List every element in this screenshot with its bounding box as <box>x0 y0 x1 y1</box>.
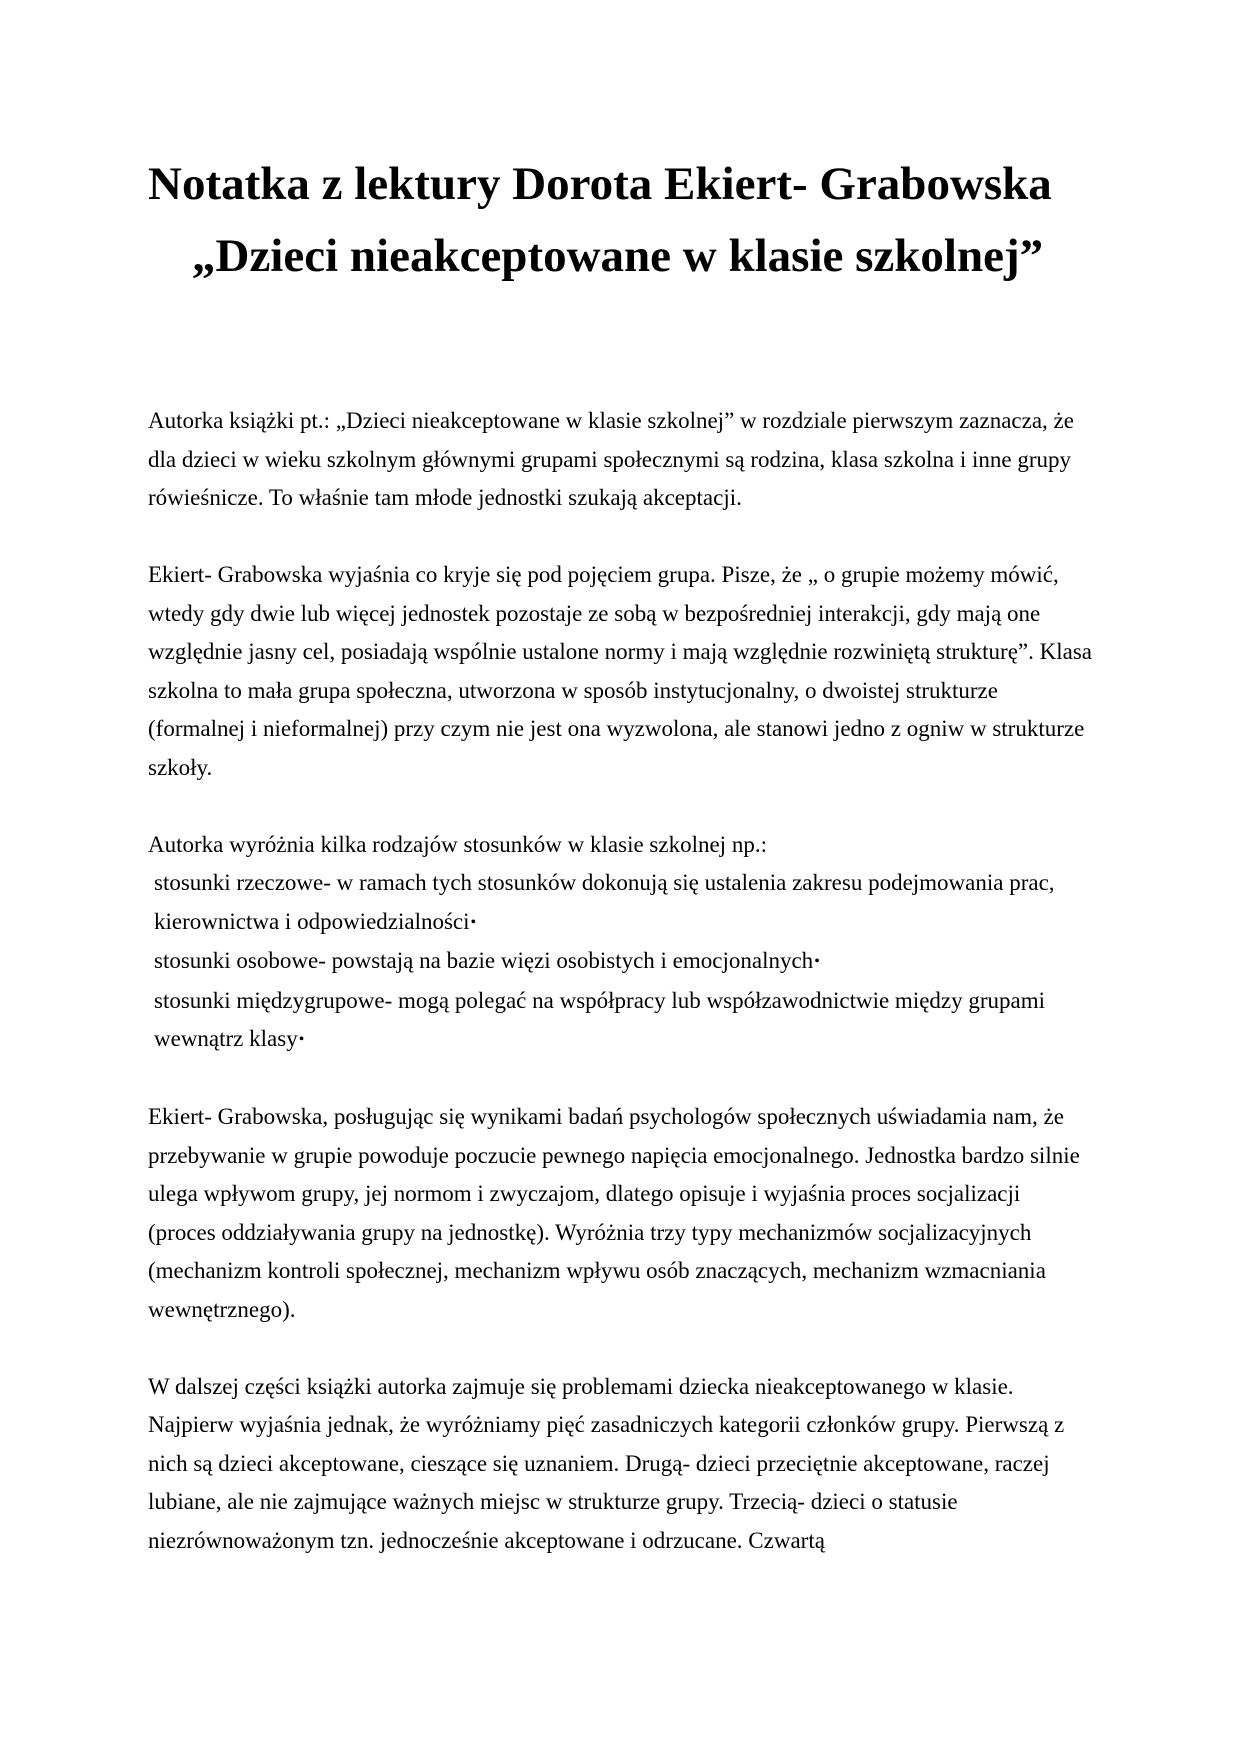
paragraph-1: Autorka książki pt.: „Dzieci nieakceptowane w klasie szkolnej” w rozdziale pierwszym zaznacza, że dla dzieci w wieku szkolnym głównymi grupami społecznymi są rodzina, klasa szkolna i inne grupy rówieśnicze. To właśnie tam młode jednostki szukają akceptacji. <box>148 408 1074 510</box>
paragraph-5: W dalszej części książki autorka zajmuje się problemami dziecka nieakceptowanego w klasie. Najpierw wyjaśnia jednak, że wyróżniamy pięć zasadniczych kategorii członków grupy. Pierwszą z nich są dzieci akceptowane, cieszące się uznaniem. Drugą- dzieci przeciętnie akceptowane, raczej lubiane, ale nie zajmujące ważnych miejsc w strukturze grupy. Trzecią- dzieci o statusie niezrównoważonym tzn. jednocześnie akceptowane i odrzucane. Czwartą <box>148 1373 1065 1553</box>
list-item-text: stosunki międzygrupowe- mogą polegać na współpracy lub współzawodnictwie między grupami wewnątrz klasy <box>154 987 1046 1051</box>
relations-list <box>148 826 1093 1060</box>
bullet-icon: • <box>814 953 820 970</box>
paragraph-2: Ekiert- Grabowska wyjaśnia co kryje się pod pojęciem grupa. Pisze, że „ o grupie możemy mówić, wtedy gdy dwie lub więcej jednostek pozostaje ze sobą w bezpośredniej interakcji, gdy mają one względnie jasny cel, posiadają wspólnie ustalone normy i mają względnie rozwiniętą strukturę”. Klasa szkolna to mała grupa społeczna, utworzona w sposób instytucjonalny, o dwoistej strukturze (formalnej i nieformalnej) przy czym nie jest ona wyzwolona, ale stanowi jedno z ogniw w strukturze szkoły. <box>148 562 1092 780</box>
bullet-icon: • <box>470 913 477 931</box>
document-title: Notatka z lektury Dorota Ekiert- Grabowska „Dzieci nieakceptowane w klasie szkolnej” <box>148 158 1052 282</box>
list-item-text: stosunki rzeczowe- w ramach tych stosunków dokonują się ustalenia zakresu podejmowania prac, kierownictwa i odpowiedzialności <box>154 870 1055 934</box>
list-item <box>148 942 1093 982</box>
list-item <box>148 982 1093 1060</box>
document-body <box>148 402 1093 1599</box>
list-item <box>148 864 1093 942</box>
paragraph-4: Ekiert- Grabowska, posługując się wynikami badań psychologów społecznych uświadamia nam, że przebywanie w grupie powoduje poczucie pewnego napięcia emocjonalnego. Jednostka bardzo silnie ulega wpływom grupy, jej normom i zwyczajom, dlatego opisuje i wyjaśnia proces socjalizacji (proces oddziaływania grupy na jednostkę). Wyróżnia trzy typy mechanizmów socjalizacyjnych (mechanizm kontroli społecznej, mechanizm wpływu osób znaczących, mechanizm wzmacniania wewnętrznego). <box>148 1104 1080 1322</box>
list-intro: Autorka wyróżnia kilka rodzajów stosunków w klasie szkolnej np.: <box>148 831 767 857</box>
bullet-icon: • <box>298 1031 305 1048</box>
list-item-text: stosunki osobowe- powstają na bazie więzi osobistych i emocjonalnych <box>154 948 814 973</box>
